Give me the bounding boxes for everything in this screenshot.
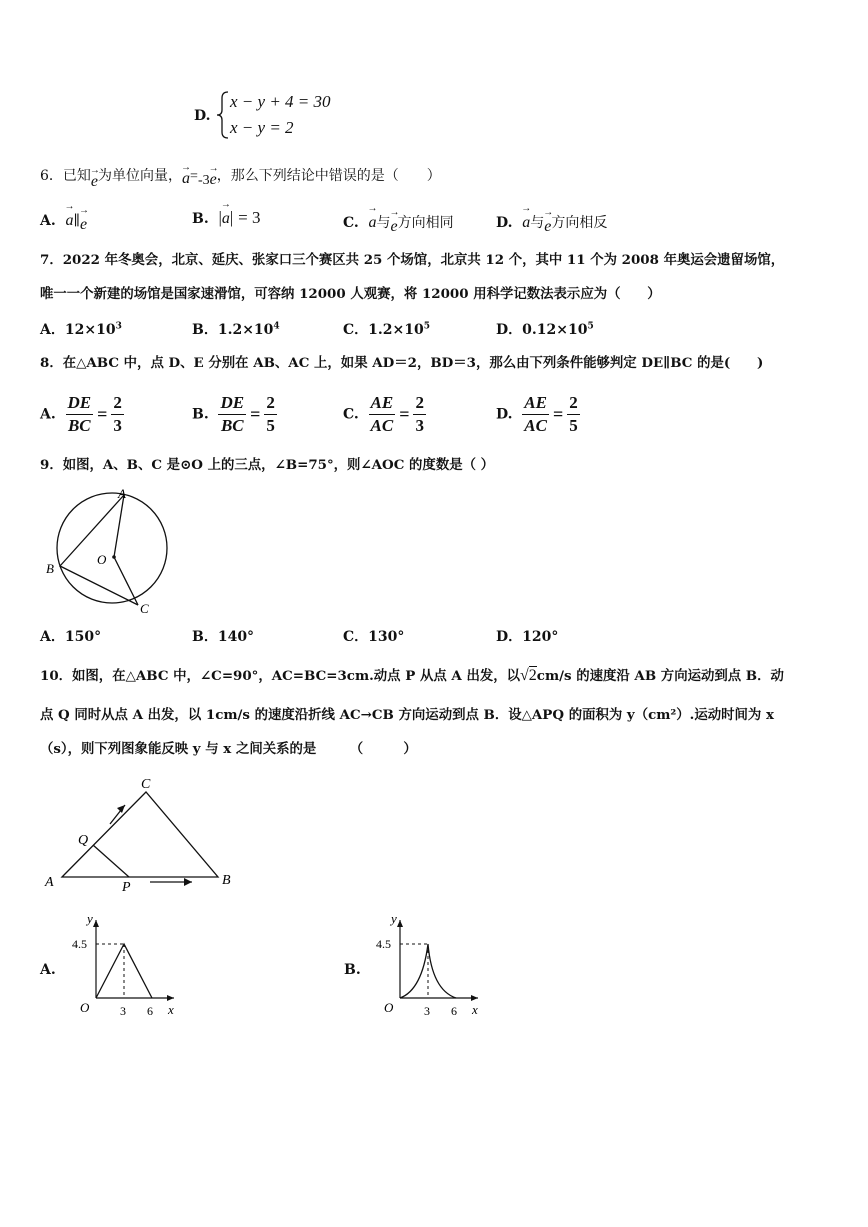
brace-icon (217, 92, 228, 138)
q9-stem: 9．如图，A、B、C 是⊙O 上的三点，∠B=75°，则∠AOC 的度数是（ ） (40, 457, 495, 473)
arrow-head-icon (184, 878, 192, 886)
q6-minus-three: -3 (197, 173, 210, 188)
vector-a: → a (66, 212, 74, 230)
circle-o (57, 493, 167, 603)
q9-option-b: B．140° (192, 629, 255, 645)
fraction-numerator: DE (218, 392, 246, 415)
q10-stem-line3: （s），则下列图象能反映 y 与 x 之间关系的是 （ ） (40, 741, 417, 757)
equals-sign: = (399, 404, 410, 424)
equals-sign: = (97, 404, 108, 424)
segment-qp (93, 845, 129, 877)
option-text: C．1.2×10 (343, 322, 424, 338)
option-text: 与 (530, 215, 545, 231)
q5-equation-1: x − y + 4 = 30 (230, 92, 331, 111)
option-text: 与 (376, 215, 391, 231)
exponent: 3 (115, 321, 122, 332)
vector-a: → a (182, 169, 190, 189)
point-label-q: Q (78, 833, 89, 848)
q8-option-d (496, 392, 580, 437)
q6-stem (40, 166, 441, 190)
q10-stem-line2: 点 Q 同时从点 A 出发，以 1cm/s 的速度沿折线 AC→CB 方向运动到点 B．设△APQ 的面积为 y（cm²）.运动时间为 x (40, 707, 774, 723)
q9-option-a: A．150° (40, 629, 102, 645)
vector-a: → a (222, 210, 230, 228)
q6-option-c (343, 212, 454, 235)
q6-equals: = (190, 169, 198, 184)
q10-triangle-figure (40, 772, 240, 894)
option-label: D. (496, 215, 513, 231)
q8-option-c (343, 392, 426, 437)
y-axis-arrow-icon (93, 920, 99, 927)
sqrt-value: 2 (528, 667, 537, 684)
x-tick-label: 3 (424, 1004, 430, 1018)
parallel-symbol: ∥ (73, 213, 80, 229)
q7-option-b (192, 319, 280, 339)
q7-option-c (343, 319, 430, 339)
q10-graph-b (370, 908, 490, 1018)
option-text: B．1.2×10 (192, 322, 274, 338)
vector-a: → a (369, 214, 377, 232)
fraction-numerator: 2 (264, 392, 277, 415)
point-label-p: P (122, 880, 131, 894)
q10-text: cm/s 的速度沿 AB 方向运动到点 B．动 (536, 668, 784, 684)
origin-label: O (384, 1000, 394, 1015)
point-label-o: O (97, 552, 107, 567)
q6-option-b: B. |→ a| = 3 (192, 208, 261, 228)
option-label: B. (192, 406, 209, 423)
x-axis-label: x (168, 1002, 174, 1017)
vector-e: → e (91, 172, 98, 192)
q5-equation-2: x − y = 2 (230, 118, 294, 137)
q6-option-a (40, 212, 88, 233)
fraction-denominator: AC (370, 416, 394, 435)
x-tick-label: 6 (147, 1004, 153, 1018)
point-label-b: B (46, 561, 54, 576)
option-label: A. (40, 213, 56, 229)
q7-stem-line1: 7．2022 年冬奥会，北京、延庆、张家口三个赛区共 25 个场馆，北京共 12 个，其中 11 个为 2008 年奥运会遗留场馆， (40, 252, 785, 268)
q6-stem-mid: 为单位向量， (98, 168, 183, 184)
fraction-denominator: BC (220, 416, 244, 435)
q9-option-c: C．130° (343, 629, 405, 645)
y-tick-label: 4.5 (376, 937, 391, 951)
option-label: C. (343, 406, 359, 423)
fraction-denominator: 3 (415, 416, 424, 435)
equals-sign: = (552, 404, 564, 424)
vector-a: → a (522, 214, 530, 232)
fraction-numerator: 2 (111, 392, 124, 415)
x-tick-label: 3 (120, 1004, 126, 1018)
equals-sign: = (250, 404, 261, 424)
x-axis-arrow-icon (471, 995, 478, 1001)
fraction-numerator: 2 (413, 392, 426, 415)
exponent: 5 (587, 321, 594, 332)
exponent: 5 (423, 321, 430, 332)
arrow-head-icon (117, 805, 125, 813)
x-axis-arrow-icon (167, 995, 174, 1001)
q9-option-d: D．120° (496, 629, 559, 645)
q7-option-a (40, 319, 122, 339)
exponent: 4 (273, 321, 280, 332)
q6-stem-start: 6．已知 (40, 168, 91, 184)
y-axis-arrow-icon (397, 920, 403, 927)
fraction-denominator: BC (67, 416, 91, 435)
q6-stem-end: ，那么下列结论中错误的是（ ） (216, 168, 441, 184)
point-label-c: C (140, 601, 149, 616)
center-point (112, 555, 116, 559)
q7-option-d (496, 319, 594, 339)
point-label-c: C (141, 777, 151, 792)
fraction-denominator: AC (524, 416, 547, 435)
fraction-denominator: 3 (113, 416, 122, 435)
vector-e: → e (80, 216, 87, 234)
q10-option-b-label: B. (344, 962, 361, 978)
option-label: B. (192, 211, 209, 227)
x-tick-label: 6 (451, 1004, 457, 1018)
option-label: A. (40, 406, 56, 423)
q6-option-d (496, 212, 608, 235)
q8-option-a (40, 392, 124, 437)
sqrt-expression: √2 (520, 667, 537, 684)
x-axis-label: x (472, 1002, 478, 1017)
fraction-numerator: 2 (567, 392, 580, 415)
option-label: C. (343, 215, 359, 231)
y-axis-label: y (87, 911, 93, 926)
fraction-denominator: 5 (569, 416, 578, 435)
q10-option-a-label: A. (40, 962, 56, 978)
q10-graph-a (66, 908, 186, 1018)
q9-circle-figure (40, 480, 170, 620)
fraction-numerator: DE (66, 392, 94, 415)
vector-e: → e (210, 170, 217, 190)
fraction-numerator: AE (369, 392, 396, 415)
q10-text: 10．如图，在△ABC 中，∠C=90°，AC=BC=3cm.动点 P 从点 A 出发，以 (40, 668, 521, 684)
fraction-denominator: 5 (266, 416, 275, 435)
q8-option-b (192, 392, 277, 437)
point-label-b: B (222, 873, 231, 888)
option-label: D. (496, 406, 513, 423)
option-text: D．0.12×10 (496, 322, 588, 338)
option-text: A．12×10 (40, 322, 116, 338)
q8-stem: 8．在△ABC 中，点 D、E 分别在 AB、AC 上，如果 AD＝2，BD＝3，那么由下列条件能够判定 DE∥BC 的是( ) (40, 355, 764, 371)
option-text: 方向相同 (397, 215, 454, 231)
vector-e: → e (544, 218, 551, 236)
q5-option-d-label: D. (194, 108, 211, 124)
point-label-a: A (45, 875, 54, 890)
origin-label: O (80, 1000, 90, 1015)
radii-oa-oc (114, 495, 138, 605)
fraction-numerator: AE (522, 392, 549, 415)
point-label-a: A (118, 486, 126, 501)
option-text: 方向相反 (551, 215, 608, 231)
q7-stem-line2: 唯一一个新建的场馆是国家速滑馆，可容纳 12000 人观赛，将 12000 用科学记数法表示应为（ ） (40, 286, 661, 302)
vector-e: → e (391, 218, 398, 236)
q6-option-b-expr: = 3 (238, 208, 261, 227)
y-tick-label: 4.5 (72, 937, 87, 951)
y-axis-label: y (391, 911, 397, 926)
q10-stem-line1 (40, 666, 784, 686)
